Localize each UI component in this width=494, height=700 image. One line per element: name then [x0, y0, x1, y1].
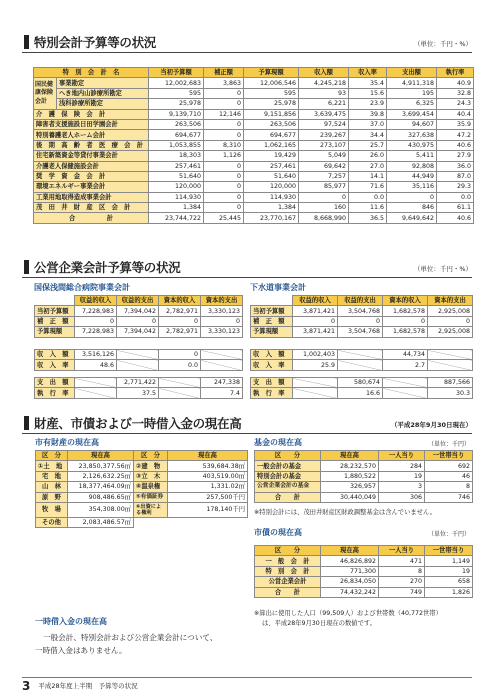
bond-note-1: ※算出に使用した人口（99,509人）および世帯数（40,772世帯） [254, 610, 442, 617]
sewer-expense-table [250, 377, 473, 399]
temp-subtitle: 一時借入金の現在高 [35, 617, 107, 626]
table-row: 公営企業会計の基金 326,957 3 8 [255, 482, 473, 492]
table-row: 予算現額 3,871,421 3,504,768 1,682,578 2,925,008 [251, 327, 473, 337]
table-row: 住宅新築資金等貸付事業会計 18,303 1,126 19,429 5,049 26.0 5,411 27.9 [34, 151, 474, 161]
assets-section-header [22, 412, 472, 434]
total-row: 合 計 30,440,049 306 746 [255, 492, 473, 502]
fund-unit: （単位：千円） [428, 441, 471, 448]
table-row: 奨 学 資 金 会 計 51,640 0 51,640 7,257 14.1 44,949 87.0 [34, 171, 474, 181]
table-row: 後 期 高 齢 者 医 療 会 計 1,053,855 8,310 1,062,165 273,107 25.7 430,975 40.6 [34, 140, 474, 150]
table-row: 収 入 額 3,516,126 0 [35, 350, 243, 360]
table-row: 介 護 保 険 会 計 9,139,710 12,146 9,151,856 3,639,475 39.8 3,699,454 40.4 [34, 109, 474, 119]
table-row: 茂 田 井 財 産 区 会 計 1,384 0 1,384 160 11.6 846 61.1 [34, 203, 474, 213]
bond-table [254, 545, 473, 598]
table-row: 当初予算額 3,871,421 3,504,768 1,682,578 2,925,008 [251, 306, 473, 316]
table-header-row: 区 分 現在高 区 分 現在高 [36, 451, 248, 461]
bond-note-2: は、平成28年9月30日現在の数値です。 [262, 620, 376, 627]
table-row: 収 入 率 48.6 0.0 [35, 360, 243, 370]
table-row: 障害者支援施設日田学園会計 263,506 0 263,506 97,524 37.0 94,607 35.9 [34, 119, 474, 129]
total-row: 合 計 74,432,242 749 1,826 [255, 587, 473, 597]
table-row: へき地内山診療所勘定 595 0 595 93 15.6 195 32.8 [34, 88, 474, 98]
special-section-header [22, 31, 472, 53]
fund-table [254, 450, 473, 503]
table-row: 介護老人保健施設会計 257,461 0 257,461 69,642 27.0 92,808 36.0 [34, 161, 474, 171]
hospital-subtitle: 国保浅間総合病院事業会計 [34, 283, 130, 292]
page-number: 3 [22, 678, 31, 693]
hospital-table [34, 295, 243, 338]
table-row: 執 行 率 37.5 7.4 [35, 388, 243, 398]
property-subtitle: 市有財産の現在高 [35, 438, 99, 447]
table-header-row: 特 別 会 計 名 当初予算額 補正額 予算現額 収入額 収入率 支出額 執行率 [34, 68, 474, 78]
table-header-row: 収益的収入 収益的支出 資本的収入 資本的支出 [251, 296, 473, 306]
fund-subtitle: 基金の現在高 [254, 438, 302, 447]
public-unit: （単位：千円・%） [413, 265, 472, 273]
special-title: 特別会計予算等の状況 [34, 35, 157, 50]
table-row: 環境エネルギー事業会計 120,000 0 120,000 85,977 71.6 35,116 29.3 [34, 182, 474, 192]
sewer-income-table [250, 349, 473, 371]
table-row: 国民健康保険会計 事業勘定 12,002,683 3,863 12,006,546 4,245,218 35.4 4,911,318 40.9 [34, 78, 474, 88]
table-row: 支 出 額 580,674 887,566 [251, 378, 473, 388]
page-footer [22, 677, 472, 693]
table-row: 公営企業会計 26,834,050 270 658 [255, 577, 473, 587]
section-bar [24, 260, 29, 274]
bond-subtitle: 市債の現在高 [254, 528, 302, 537]
group-label: 国民健康保険会計 [34, 78, 57, 109]
hospital-expense-table [34, 377, 243, 399]
table-row: 補 正 額 0 0 0 0 [35, 316, 243, 326]
table-row: 特別養護老人ホーム会計 694,677 0 694,677 239,267 34.4 327,638 47.2 [34, 130, 474, 140]
table-header-row: 区 分 現在高 一人当り 一世帯当り [255, 451, 473, 461]
table-row: 原 野 908,486.65㎡ ⑤有価証券 257,500千円 [36, 492, 248, 502]
table-row: 執 行 率 16.6 30.3 [251, 388, 473, 398]
table-header-row: 収益的収入 収益的支出 資本的収入 資本的支出 [35, 296, 243, 306]
sewer-table [250, 295, 473, 338]
public-section-header [22, 256, 472, 278]
table-row: 収 入 率 25.9 2.7 [251, 360, 473, 370]
table-row: その他 2,083,486.57㎡ [36, 517, 248, 527]
table-row: 牧 場 354,308.00㎡ ⑥出資による権利 178,140千円 [36, 502, 248, 517]
table-row: 補 正 額 0 0 0 0 [251, 316, 473, 326]
special-account-table [33, 67, 474, 224]
table-row: 宅 地 2,126,632.25㎡ ③立 木 403,519.00㎡ [36, 471, 248, 481]
table-row: 一 般 会 計 46,826,892 471 1,149 [255, 556, 473, 566]
footer-text: 平成28年度上半期 予算等の状況 [38, 682, 138, 690]
table-row: 収 入 額 1,002,403 44,734 [251, 350, 473, 360]
property-table [35, 450, 248, 528]
table-header-row: 区 分 現在高 一人当り 一世帯当り [255, 546, 473, 556]
table-row: 特 別 会 計 771,300 8 19 [255, 566, 473, 576]
table-row: ①土 地 23,850,377.56㎡ ②建 物 539,684.38㎡ [36, 461, 248, 471]
table-row: 特別会計の基金 1,880,522 19 46 [255, 471, 473, 481]
assets-date: （平成28年9月30日現在） [390, 421, 472, 429]
table-row: 当初予算額 7,228,983 7,394,042 2,782,971 3,330,123 [35, 306, 243, 316]
special-unit: （単位：千円・%） [413, 40, 472, 48]
hospital-income-table [34, 349, 243, 371]
table-row: 支 出 額 2,771,422 247,338 [35, 378, 243, 388]
total-row: 合 計 23,744,722 25,445 23,770,167 8,668,990 36.5 9,649,642 40.6 [34, 213, 474, 223]
table-row: 浅科診療所勘定 25,978 0 25,978 6,221 23.9 6,325 24.3 [34, 99, 474, 109]
section-bar [24, 416, 29, 430]
table-row: 予算現額 7,228,983 7,394,042 2,782,971 3,330,123 [35, 327, 243, 337]
table-row: 工業用地取得造成事業会計 114,930 0 114,930 0 0.0 0 0.0 [34, 192, 474, 202]
table-row: 一般会計の基金 28,232,570 284 692 [255, 461, 473, 471]
section-bar [24, 35, 29, 49]
sewer-subtitle: 下水道事業会計 [250, 283, 306, 292]
table-row: 山 林 18,377,464.09㎡ ④温泉権 1,331.02㎡ [36, 482, 248, 492]
bond-unit: （単位：千円） [428, 531, 471, 538]
assets-title: 財産、市債および一時借入金の現在高 [34, 416, 242, 431]
public-title: 公営企業会計予算等の状況 [34, 260, 181, 275]
fund-note: ※特別会計には、茂田井財産区財政調整基金は含んでいません。 [254, 509, 436, 516]
temp-text-2: 一時借入金はありません。 [35, 646, 127, 655]
temp-text-1: 一般会計、特別会計および公営企業会計について、 [43, 633, 218, 642]
